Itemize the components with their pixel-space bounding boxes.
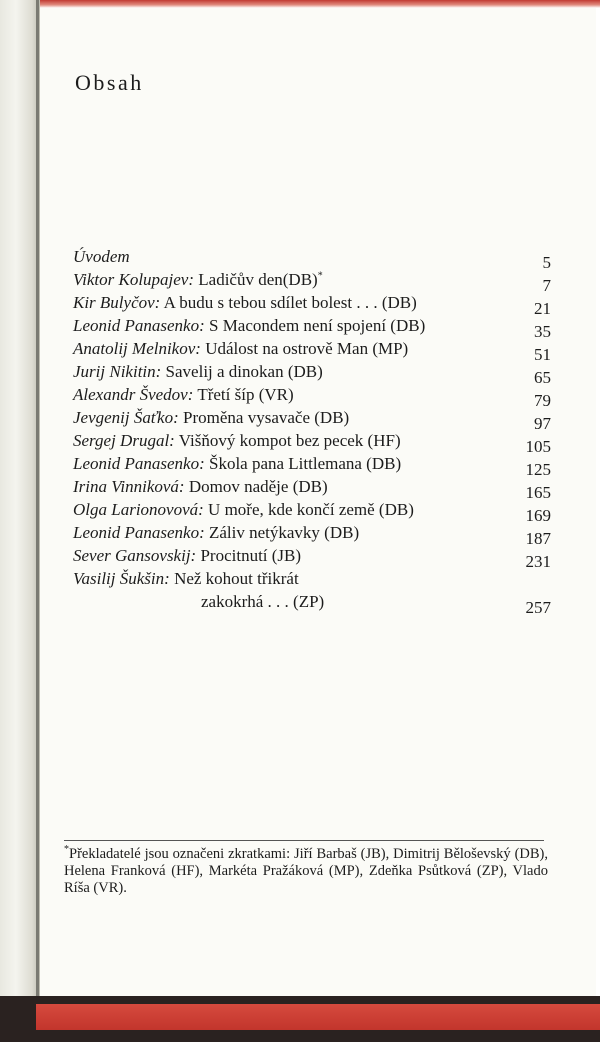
toc-entry — [73, 453, 551, 479]
toc-entry — [73, 292, 551, 318]
toc-title: Ladičův den(DB) — [198, 270, 318, 289]
toc-entry — [73, 430, 551, 456]
toc-entry — [73, 315, 551, 341]
toc-title: A budu s tebou sdílet bolest . . . (DB) — [163, 293, 417, 312]
toc-author: Vasilij Šukšin: — [73, 569, 170, 588]
toc-page-number: 21 — [534, 299, 551, 318]
toc-title: Proměna vysavače (DB) — [183, 408, 350, 427]
toc-author: Sergej Drugal: — [73, 431, 175, 450]
toc-title: Škola pana Littlemana (DB) — [208, 454, 402, 473]
toc-title: Procitnutí (JB) — [200, 546, 302, 565]
toc-entry — [73, 568, 551, 590]
toc-title: S Macondem není spojení (DB) — [208, 316, 426, 335]
toc-page-number: 169 — [525, 506, 551, 525]
footnote-mark: * — [64, 844, 69, 856]
toc-author: Olga Larionovová: — [73, 500, 204, 519]
toc-page-number: 7 — [542, 276, 551, 295]
toc-page-number: 5 — [542, 253, 551, 272]
footnote-text: Překladatelé jsou označeni zkratkami: Jiří Barbaš (JB), Dimitrij Běloševský (DB), Helena Franková (HF), Markéta Pražáková (MP), Zdeňka Psůtková (ZP), Vlado Ríša (VR). — [64, 846, 548, 896]
toc-entry — [73, 545, 551, 571]
toc-author: Irina Vinniková: — [73, 477, 185, 496]
toc-author: Viktor Kolupajev: — [73, 270, 195, 289]
toc-page-number: 97 — [534, 414, 551, 433]
toc-entry-continuation — [73, 591, 551, 617]
toc-entry — [73, 384, 551, 410]
top-red-edge — [40, 0, 600, 8]
toc-page-number: 257 — [525, 598, 551, 617]
toc-entry — [73, 476, 551, 502]
toc-entry — [73, 522, 551, 548]
toc-page-number: 65 — [534, 368, 551, 387]
toc-page-number: 187 — [525, 529, 551, 548]
toc-author: Kir Bulyčov: — [73, 293, 161, 312]
toc-author: Leonid Panasenko: — [73, 523, 205, 542]
toc-author: Jurij Nikitin: — [73, 362, 162, 381]
toc-page-number: 231 — [525, 552, 551, 571]
toc-entry — [73, 361, 551, 387]
toc-entry — [73, 499, 551, 525]
bottom-red-edge — [36, 1004, 600, 1030]
toc-page-number: 79 — [534, 391, 551, 410]
toc-page-number: 165 — [525, 483, 551, 502]
toc-title: U moře, kde končí země (DB) — [208, 500, 414, 519]
toc-author: Jevgenij Šaťko: — [73, 408, 179, 427]
toc-title: Událost na ostrově Man (MP) — [205, 339, 409, 358]
toc-author: Sever Gansovskij: — [73, 546, 197, 565]
toc-title: Savelij a dinokan (DB) — [165, 362, 323, 381]
toc-entry — [73, 407, 551, 433]
toc-author: Úvodem — [73, 247, 130, 266]
footnote-mark: * — [317, 270, 323, 282]
toc-title: Záliv netýkavky (DB) — [208, 523, 360, 542]
book-spine — [0, 0, 40, 1042]
toc-entry — [73, 246, 551, 272]
spine-fold-line — [36, 0, 39, 1000]
toc-author: Leonid Panasenko: — [73, 316, 205, 335]
toc-entry — [73, 269, 551, 295]
toc-title: Třetí šíp (VR) — [197, 385, 294, 404]
toc-page-number: 125 — [525, 460, 551, 479]
toc-title: Domov naděje (DB) — [188, 477, 328, 496]
toc-entry — [73, 338, 551, 364]
toc-author: Anatolij Melnikov: — [73, 339, 201, 358]
toc-title: Než kohout třikrát — [174, 569, 299, 588]
toc-title: zakokrhá . . . (ZP) — [201, 592, 325, 611]
toc-title: Višňový kompot bez pecek (HF) — [178, 431, 401, 450]
toc-page-number: 35 — [534, 322, 551, 341]
toc-author: Alexandr Švedov: — [73, 385, 194, 404]
page-title: Obsah — [75, 70, 144, 95]
toc-author: Leonid Panasenko: — [73, 454, 205, 473]
toc-page-number: 51 — [534, 345, 551, 364]
footnote — [64, 846, 548, 897]
footnote-rule — [64, 840, 544, 841]
toc-page-number: 105 — [525, 437, 551, 456]
